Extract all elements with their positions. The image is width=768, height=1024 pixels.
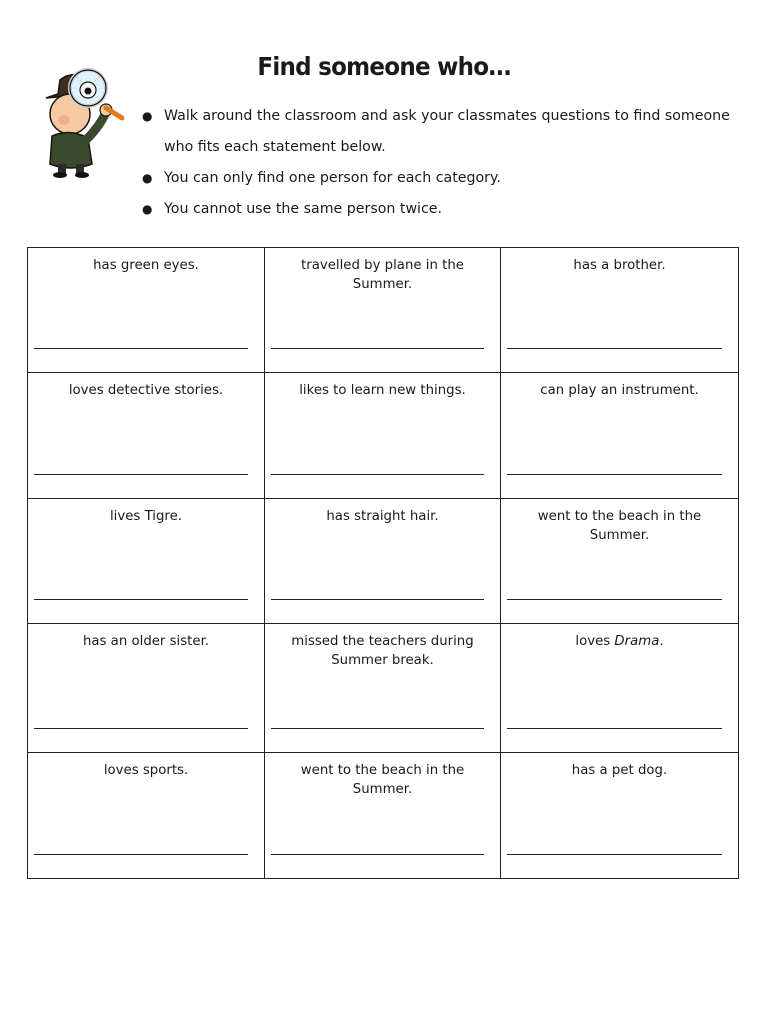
answer-line[interactable] bbox=[507, 599, 722, 600]
instruction-text: You can only find one person for each category. bbox=[164, 170, 501, 186]
grid-cell bbox=[265, 753, 501, 879]
instruction-text: Walk around the classroom and ask your classmates questions to find someone who fits each statement below. bbox=[164, 108, 730, 155]
page-title: Find someone who… bbox=[257, 52, 511, 81]
answer-line[interactable] bbox=[271, 348, 484, 349]
instruction-text: You cannot use the same person twice. bbox=[164, 201, 443, 217]
cell-prompt: travelled by plane in the Summer. bbox=[301, 258, 464, 292]
bullet-icon: ● bbox=[142, 202, 153, 216]
instruction-item bbox=[140, 194, 740, 225]
grid-cell bbox=[28, 624, 265, 753]
answer-line[interactable] bbox=[34, 728, 248, 729]
grid-row bbox=[28, 624, 739, 753]
grid-row bbox=[28, 248, 739, 373]
answer-line[interactable] bbox=[271, 599, 484, 600]
grid-cell bbox=[265, 624, 501, 753]
answer-line[interactable] bbox=[34, 474, 248, 475]
cell-prompt: missed the teachers during Summer break. bbox=[291, 634, 474, 668]
bullet-icon: ● bbox=[142, 171, 153, 185]
grid-row bbox=[28, 373, 739, 499]
detective-mascot-icon bbox=[36, 60, 128, 178]
grid-cell bbox=[501, 373, 739, 499]
grid-cell bbox=[501, 499, 739, 624]
answer-line[interactable] bbox=[271, 854, 484, 855]
cell-prompt: went to the beach in the Summer. bbox=[300, 763, 465, 797]
cell-prompt-suffix: . bbox=[659, 634, 664, 649]
cell-prompt: went to the beach in the Summer. bbox=[537, 509, 702, 543]
instruction-item bbox=[140, 163, 740, 194]
grid-cell bbox=[501, 624, 739, 753]
grid-cell bbox=[501, 753, 739, 879]
grid-row bbox=[28, 753, 739, 879]
cell-prompt-italic: Drama bbox=[614, 634, 660, 649]
cell-prompt: lives Tigre. bbox=[109, 509, 183, 524]
bullet-icon: ● bbox=[142, 109, 153, 123]
answer-line[interactable] bbox=[34, 599, 248, 600]
answer-line[interactable] bbox=[507, 474, 722, 475]
answer-line[interactable] bbox=[507, 348, 722, 349]
cell-prompt: has a pet dog. bbox=[571, 763, 668, 778]
find-someone-grid bbox=[27, 247, 739, 879]
grid-cell bbox=[265, 373, 501, 499]
cell-prompt: has straight hair. bbox=[326, 509, 439, 524]
cell-prompt: can play an instrument. bbox=[540, 383, 699, 398]
answer-line[interactable] bbox=[34, 854, 248, 855]
grid-row bbox=[28, 499, 739, 624]
cell-prompt-prefix: loves bbox=[575, 634, 615, 649]
cell-prompt: has a brother. bbox=[573, 258, 666, 273]
instruction-item bbox=[140, 101, 740, 163]
grid-cell bbox=[501, 248, 739, 373]
cell-prompt bbox=[501, 624, 738, 651]
grid-cell bbox=[265, 499, 501, 624]
cell-prompt: loves detective stories. bbox=[68, 383, 224, 398]
cell-prompt: has green eyes. bbox=[93, 258, 199, 273]
answer-line[interactable] bbox=[271, 474, 484, 475]
grid-cell bbox=[265, 248, 501, 373]
grid-cell bbox=[28, 753, 265, 879]
answer-line[interactable] bbox=[507, 728, 722, 729]
cell-prompt: has an older sister. bbox=[82, 634, 210, 649]
grid-cell bbox=[28, 499, 265, 624]
answer-line[interactable] bbox=[507, 854, 722, 855]
answer-line[interactable] bbox=[271, 728, 484, 729]
cell-prompt: loves sports. bbox=[103, 763, 189, 778]
grid-cell bbox=[28, 373, 265, 499]
answer-line[interactable] bbox=[34, 348, 248, 349]
grid-cell bbox=[28, 248, 265, 373]
instructions-list bbox=[140, 101, 740, 225]
cell-prompt: likes to learn new things. bbox=[299, 383, 466, 398]
